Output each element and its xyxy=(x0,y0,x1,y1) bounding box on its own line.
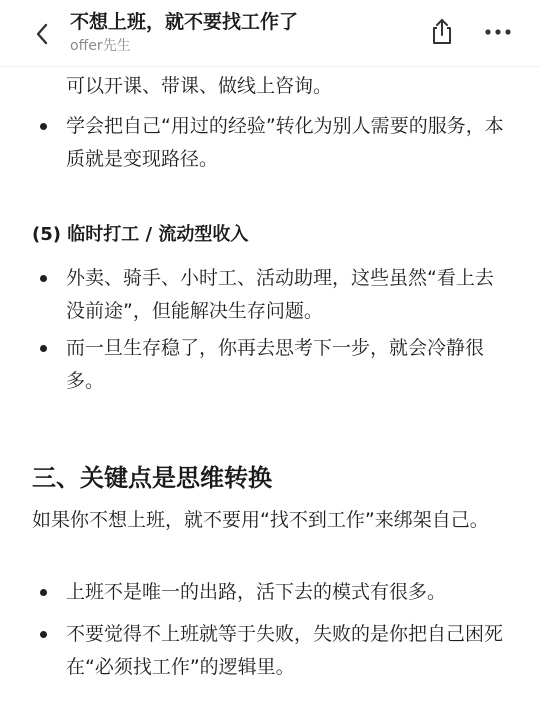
back-button[interactable] xyxy=(28,20,56,48)
share-button[interactable] xyxy=(428,16,456,46)
page-title: 不想上班，就不要找工作了 xyxy=(70,11,299,33)
paragraph: 如果你不想上班，就不要用“找不到工作”来绑架自己。 xyxy=(32,509,489,531)
bullet-dot xyxy=(40,275,47,282)
section-3-title: 三、关键点是思维转换 xyxy=(32,464,272,492)
share-icon xyxy=(430,17,454,45)
chevron-left-icon xyxy=(35,22,49,46)
more-button[interactable] xyxy=(482,20,514,44)
section-5-title: (5) 临时打工 / 流动型收入 xyxy=(32,224,249,245)
title-block xyxy=(70,10,298,56)
bullet-dot xyxy=(40,631,47,638)
list-item-text: 上班不是唯一的出路，活下去的模式有很多。 xyxy=(66,581,447,603)
top-nav-bar xyxy=(0,0,540,67)
list-item-text: 学会把自己“用过的经验”转化为别人需要的服务，本质就是变现路径。 xyxy=(66,115,504,170)
bullet-dot xyxy=(40,345,47,352)
bullet-dot xyxy=(40,123,47,130)
more-horizontal-icon xyxy=(484,28,512,36)
bullet-dot xyxy=(40,589,47,596)
list-item-text: 外卖、骑手、小时工、活动助理，这些虽然“看上去没前途”，但能解决生存问题。 xyxy=(66,267,494,322)
list-item-text: 而一旦生存稳了，你再去思考下一步，就会冷静很多。 xyxy=(66,337,485,392)
continued-text: 可以开课、带课、做线上咨询。 xyxy=(66,75,333,97)
list-item-text: 不要觉得不上班就等于失败，失败的是你把自己困死在“必须找工作”的逻辑里。 xyxy=(66,623,504,678)
author-name[interactable]: offer先生 xyxy=(70,38,131,54)
